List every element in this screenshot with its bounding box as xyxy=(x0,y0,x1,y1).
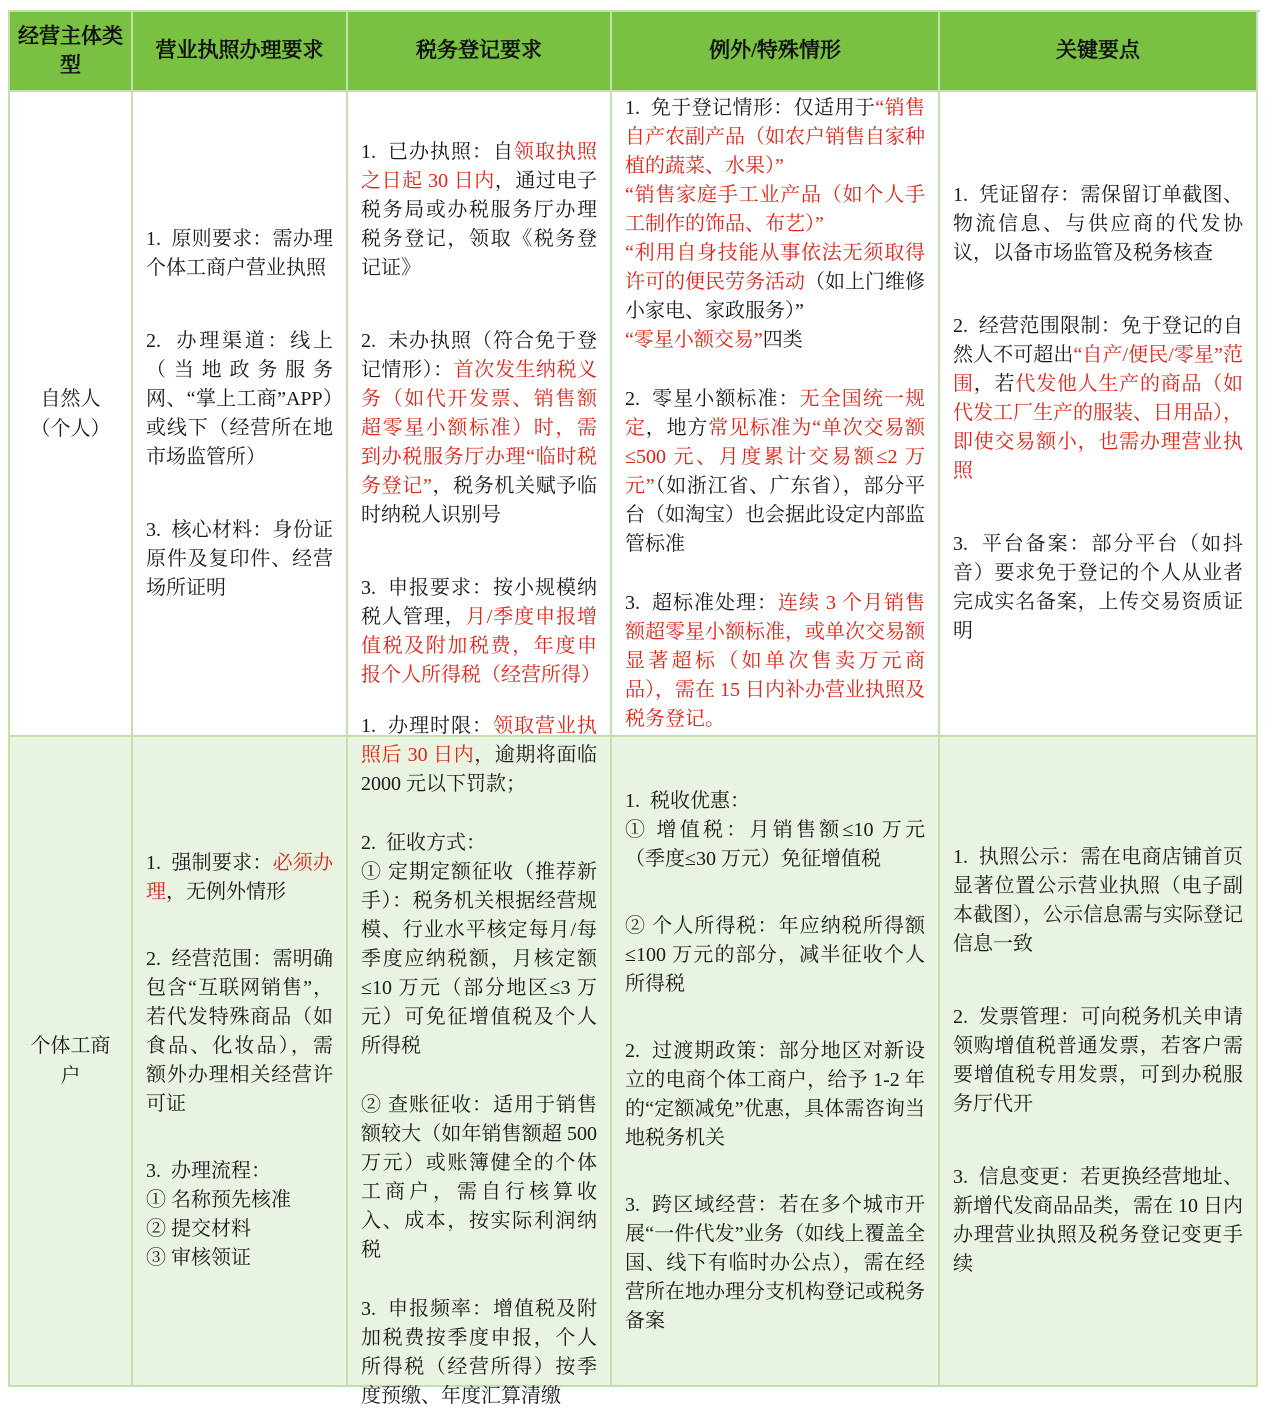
text-block: 2. 未办执照（符合免于登记情形）：首次发生纳税义务（如代开发票、销售额超零星小额标准）时，需到办税服务厅办理“临时税务登记”，税务机关赋予临时纳税人识别号 xyxy=(361,329,598,526)
header-exceptions: 例外/特殊情形 xyxy=(612,12,940,92)
text-block: ① 定期定额征收（推荐新手）：税务机关根据经营规模、行业水平核定每月/每季度应纳税额，月核定额≤10 万元（部分地区≤3 万元）可免征增值税及个人所得税 xyxy=(361,860,597,1057)
header-key-points: 关键要点 xyxy=(940,12,1258,92)
text-block: ② 提交材料 xyxy=(146,1218,251,1240)
text-block: 1. 凭证留存：需保留订单截图、物流信息、与供应商的代发协议，以备市场监管及税务核查 xyxy=(953,184,1243,264)
entity-cell-individual-business: 个体工商户 xyxy=(10,737,133,1387)
cell-natural-person-tax xyxy=(348,92,612,737)
entity-cell-natural-person: 自然人（个人） xyxy=(10,92,133,737)
text-block: 1. 强制要求：必须办理，无例外情形 xyxy=(146,852,334,903)
text-block: 3. 信息变更：若更换经营地址、新增代发商品品类，需在 10 日内办理营业执照及税务登记变更手续 xyxy=(953,1166,1243,1275)
text-block: 1. 办理时限：领取营业执照后 30 日内，逾期将面临 2000 元以下罚款； xyxy=(361,714,598,795)
text-block: ② 查账征收：适用于销售额较大（如年销售额超 500 万元）或账簿健全的个体工商户，需自行核算收入、成本，按实际利润纳税 xyxy=(361,1093,597,1261)
text-block: “零星小额交易”四类 xyxy=(625,328,803,351)
text-block: 2. 零星小额标准：无全国统一规定，地方常见标准为“单次交易额≤500 元、月度累计交易额≤2 万元”（如浙江省、广东省），部分平台（如淘宝）也会据此设定内部监管标准 xyxy=(625,387,926,555)
business-registration-table xyxy=(8,10,1260,1407)
text-block: 3. 跨区域经营：若在多个城市开展“一件代发”业务（如线上覆盖全国、线下有临时办公点），需在经营所在地办理分支机构登记或税务备案 xyxy=(625,1193,925,1332)
text-block: 1. 税收优惠： xyxy=(625,789,750,812)
text-block: 3. 超标准处理：连续 3 个月销售额超零星小额标准，或单次交易额显著超标（如单次售卖万元商品），需在 15 日内补办营业执照及税务登记。 xyxy=(625,591,925,730)
cell-individual-business-key-points xyxy=(940,737,1258,1387)
cell-natural-person-key-points xyxy=(940,92,1258,737)
text-block: 3. 办理流程： xyxy=(146,1160,271,1182)
text-block: ① 名称预先核准 xyxy=(146,1189,291,1211)
text-block: 2. 经营范围限制：免于登记的自然人不可超出“自产/便民/零星”范围，若代发他人生产的商品（如代发工厂生产的服装、日用品），即使交易额小，也需办理营业执照 xyxy=(953,315,1244,482)
text-block: 3. 申报频率：增值税及附加税费按季度申报，个人所得税（经营所得）按季度预缴、年度汇算清缴 xyxy=(361,1297,597,1407)
cell-individual-business-exceptions xyxy=(612,737,940,1387)
text-block: “销售家庭手工业产品（如个人手工制作的饰品、布艺）” xyxy=(625,183,925,235)
text-block: 1. 免于登记情形：仅适用于“销售自产农副产品（如农户销售自家种植的蔬菜、水果）” xyxy=(625,96,925,177)
text-block: ② 个人所得税：年应纳税所得额≤100 万元的部分，减半征收个人所得税 xyxy=(625,914,925,995)
text-block: ① 增值税：月销售额≤10 万元（季度≤30 万元）免征增值税 xyxy=(625,818,925,870)
cell-individual-business-license xyxy=(133,737,348,1387)
cell-natural-person-exceptions xyxy=(612,92,940,737)
text-block: 1. 执照公示：需在电商店铺首页显著位置公示营业执照（电子副本截图），公示信息需与实际登记信息一致 xyxy=(953,846,1243,955)
text-block: 3. 平台备案：部分平台（如抖音）要求免于登记的个人从业者完成实名备案，上传交易资质证明 xyxy=(953,533,1243,642)
header-tax-registration: 税务登记要求 xyxy=(348,12,612,92)
text-block: ③ 审核领证 xyxy=(146,1247,251,1269)
header-license-requirements: 营业执照办理要求 xyxy=(133,12,348,92)
cell-individual-business-tax xyxy=(348,714,612,1407)
header-entity-type: 经营主体类型 xyxy=(10,12,133,92)
text-block: 3. 申报要求：按小规模纳税人管理，月/季度申报增值税及附加税费，年度申报个人所得税（经营所得） xyxy=(361,576,601,686)
text-block: 3. 核心材料：身份证原件及复印件、经营场所证明 xyxy=(146,518,333,599)
text-block: 1. 已办执照：自领取执照之日起 30 日内，通过电子税务局或办税服务厅办理税务登记，领取《税务登记证》 xyxy=(361,140,598,279)
text-block: 2. 过渡期政策：部分地区对新设立的电商个体工商户，给予 1-2 年的“定额减免”优惠，具体需咨询当地税务机关 xyxy=(625,1039,925,1149)
text-block: 2. 办理渠道：线上（当地政务服务网、“掌上工商”APP）或线下（经营所在地市场监管所） xyxy=(146,329,333,468)
cell-natural-person-license xyxy=(133,92,348,737)
text-block: 2. 发票管理：可向税务机关申请领购增值税普通发票，若客户需要增值税专用发票，可到办税服务厅代开 xyxy=(953,1006,1243,1115)
text-block: “利用自身技能从事依法无须取得许可的便民劳务活动（如上门维修小家电、家政服务）” xyxy=(625,241,925,322)
text-block: 2. 经营范围：需明确包含“互联网销售”，若代发特殊商品（如食品、化妆品），需额外办理相关经营许可证 xyxy=(146,948,333,1115)
text-block: 1. 原则要求：需办理个体工商户营业执照 xyxy=(146,227,333,279)
text-block: 2. 征收方式： xyxy=(361,831,486,854)
